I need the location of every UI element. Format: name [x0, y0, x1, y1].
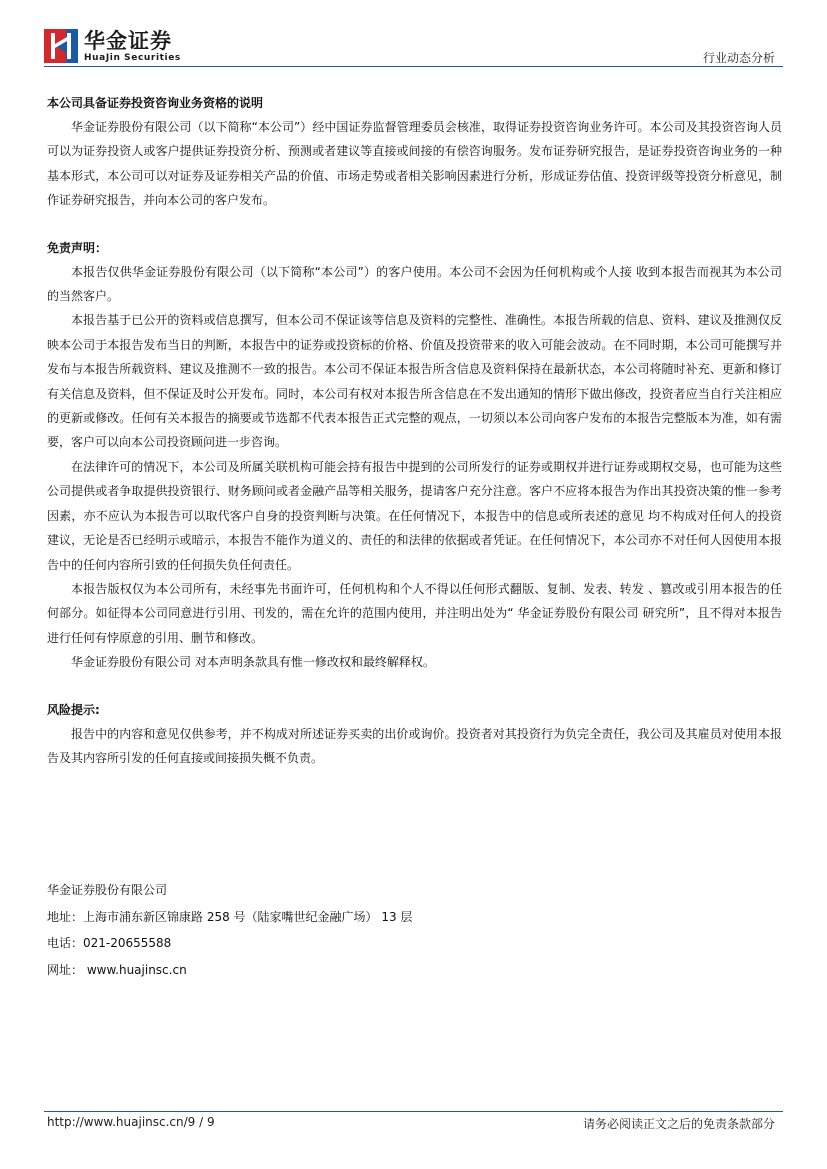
risk-heading: 风险提示: — [47, 702, 100, 717]
contact-phone: 电话：021-20655588 — [47, 936, 172, 950]
company-logo — [44, 29, 189, 63]
footer-divider — [44, 1111, 783, 1112]
disclaimer-heading: 免责声明： — [47, 240, 108, 255]
disclaimer-paragraph-2: 本报告基于已公开的资料或信息撰写，但本公司不保证该等信息及资料的完整性、准确性。本报告所载的信息、资料、建议及推测仅反映本公司于本报告发布当日的判断，本报告中的证券或投资标的价格、价值及投资带来的收入可能会波动。在不同时期，本公司可能撰写并发布与本报告所载资料、建议及推测不一致的报告。本公司不保证本报告所含信息及资料保持在最新状态，本公司将随时补充、更新和修订有关信息及资料，但不保证及时公开发布。同时，本公司有权对本报告所含信息在不发出通知的情形下做出修改，投资者应当自行关注相应的更新或修改。任何有关本报告的摘要或节选都不代表本报告正式完整的观点，一切须以本公司向客户发布的本报告完整版本为准，如有需要，客户可以向本公司投资顾问进一步咨询。 — [47, 313, 782, 450]
contact-company: 华金证券股份有限公司 — [47, 883, 168, 897]
logo-chinese-name: 华金证券 — [84, 29, 172, 53]
header-divider — [44, 66, 783, 67]
logo-english-name: HuaJin Securities — [84, 53, 181, 63]
footer-disclaimer-note: 请务必阅读正文之后的免责条款部分 — [582, 1117, 775, 1131]
contact-block — [47, 877, 412, 983]
section-spacer — [47, 675, 782, 702]
huajin-logo-icon — [44, 29, 78, 63]
contact-website[interactable]: 网址： www.huajinsc.cn — [47, 962, 187, 977]
qualification-heading: 本公司具备证券投资咨询业务资格的说明 — [47, 96, 264, 110]
disclaimer-paragraph-5: 华金证券股份有限公司 对本声明条款具有惟一修改权和最终解释权。 — [71, 655, 435, 670]
report-type-label: 行业动态分析 — [702, 51, 775, 65]
footer-url-page-number[interactable]: http://www.huajinsc.cn/9 / 9 — [47, 1115, 215, 1129]
contact-address: 地址：上海市浦东新区锦康路 258 号（陆家嘴世纪金融广场） 13 层 — [47, 909, 413, 924]
risk-paragraph: 报告中的内容和意见仅供参考，并不构成对所述证券买卖的出价或询价。投资者对其投资行为负完全责任，我公司及其雇员对使用本报告及其内容所引发的任何直接或间接损失概不负责。 — [47, 726, 782, 765]
section-spacer — [47, 213, 782, 240]
disclaimer-paragraph-4: 本报告版权仅为本公司所有，未经事先书面许可，任何机构和个人不得以任何形式翻版、复制、发表、转发 、篡改或引用本报告的任何部分。如征得本公司同意进行引用、刊发的，需在允许的范围内使用，并注明出处为“ 华金证券股份有限公司 研究所”，且不得对本报告进行任何有悖原意的引用、删节和修改。 — [47, 581, 782, 645]
qualification-paragraph: 华金证券股份有限公司（以下简称“本公司”）经中国证券监督管理委员会核准，取得证券投资咨询业务许可。本公司及其投资咨询人员可以为证券投资人或客户提供证券投资分析、预测或者建议等直接或间接的有偿咨询服务。发布证券研究报告，是证券投资咨询业务的一种基本形式，本公司可以对证券及证券相关产品的价值、市场走势或者相关影响因素进行分析，形成证券估值、投资评级等投资分析意见，制作证券研究报告，并向本公司的客户发布。 — [47, 120, 782, 208]
document-body — [47, 95, 782, 770]
disclaimer-paragraph-1: 本报告仅供华金证券股份有限公司（以下简称“本公司”）的客户使用。本公司不会因为任何机构或个人接 收到本报告而视其为本公司的当然客户。 — [47, 264, 782, 304]
disclaimer-paragraph-3: 在法律许可的情况下，本公司及所属关联机构可能会持有报告中提到的公司所发行的证券或期权并进行证券或期权交易，也可能为这些公司提供或者争取提供投资银行、财务顾问或者金融产品等相关服务，提请客户充分注意。客户不应将本报告为作出其投资决策的惟一参考因素，亦不应认为本报告可以取代客户自身的投资判断与决策。在任何情况下，本报告中的信息或所表述的意见 均不构成对任何人的投资建议，无论是否已经明示或暗示，本报告不能作为道义的、责任的和法律的依据或者凭证。在任何情况下，本公司亦不对任何人因使用本报告中的任何内容所引致的任何损失负任何责任。 — [47, 459, 782, 572]
